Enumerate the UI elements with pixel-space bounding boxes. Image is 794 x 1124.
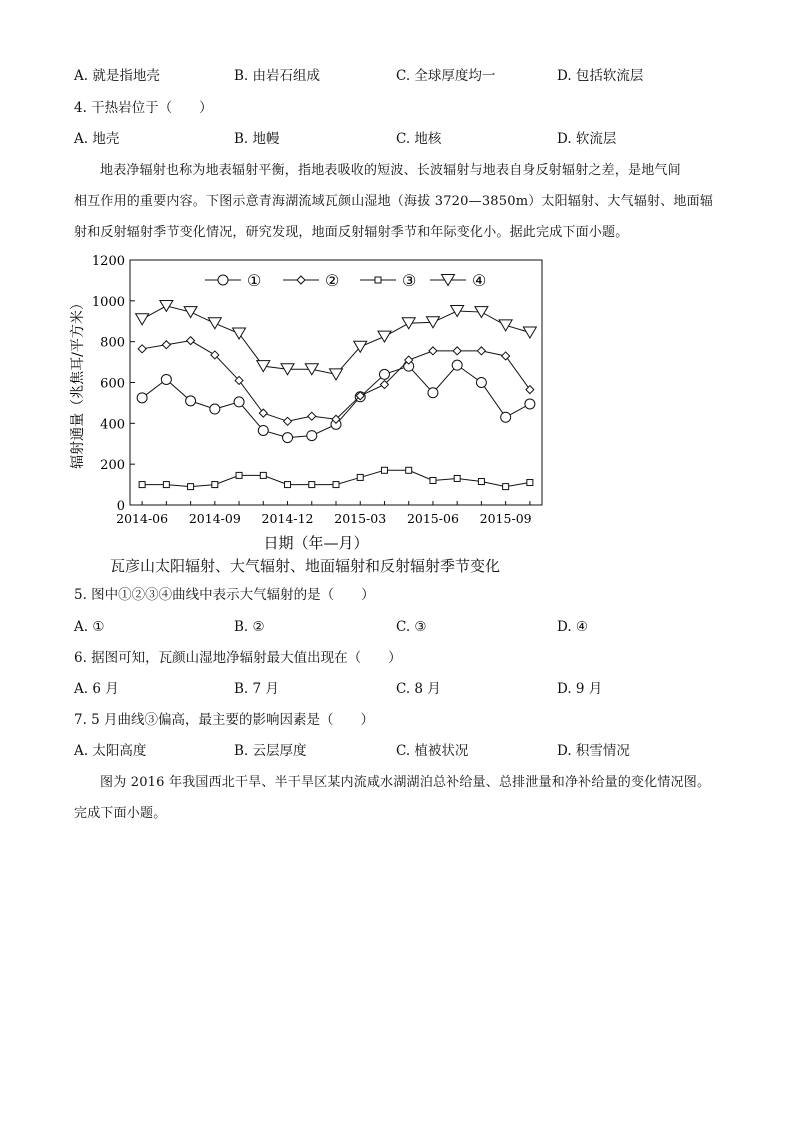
- series-4-point: [523, 327, 536, 338]
- series-1-point: [186, 396, 196, 406]
- q6-option-d: D. 9 月: [557, 681, 603, 697]
- series-1-point: [161, 374, 171, 384]
- q4-option-d: D. 软流层: [557, 131, 617, 147]
- x-tick-label: 2015-06: [406, 511, 459, 526]
- series-1-point: [283, 433, 293, 443]
- q4-stem: 4. 干热岩位于（ ）: [74, 100, 213, 116]
- series-1-point: [307, 431, 317, 441]
- q3-option-c: C. 全球厚度均一: [396, 68, 496, 84]
- y-tick-label: 600: [100, 376, 125, 392]
- series-2-point: [429, 347, 437, 355]
- q5-option-c: C. ③: [396, 619, 427, 635]
- series-2-line: [142, 341, 530, 422]
- series-2-point: [259, 409, 267, 417]
- legend-2-label: ②: [325, 271, 340, 290]
- series-4-point: [184, 307, 197, 318]
- x-tick-label: 2014-12: [261, 511, 314, 526]
- series-1-point: [452, 360, 462, 370]
- series-1-point: [379, 369, 389, 379]
- q5-stem: 5. 图中①②③④曲线中表示大气辐射的是（ ）: [74, 587, 375, 603]
- series-2-point: [477, 347, 485, 355]
- y-tick-label: 1200: [91, 254, 125, 269]
- passage-2-line-2: 完成下面小题。: [74, 806, 167, 821]
- q6-option-a: A. 6 月: [74, 681, 119, 697]
- series-3-point: [357, 474, 363, 480]
- q7-stem: 7. 5 月曲线③偏高，最主要的影响因素是（ ）: [74, 712, 375, 728]
- series-3-point: [285, 482, 291, 488]
- legend-3-label: ③: [402, 271, 417, 290]
- q6-stem: 6. 据图可知，瓦颜山湿地净辐射最大值出现在（ ）: [74, 650, 402, 666]
- q7-option-b: B. 云层厚度: [234, 743, 307, 759]
- legend-1-marker: [218, 275, 228, 285]
- legend-1-label: ①: [247, 271, 262, 290]
- y-tick-label: 0: [116, 499, 125, 514]
- series-1-point: [428, 388, 438, 398]
- legend-3-marker: [375, 277, 381, 283]
- series-3-point: [406, 467, 412, 473]
- series-1-point: [210, 404, 220, 414]
- q7-option-a: A. 太阳高度: [74, 743, 147, 759]
- q3-option-d: D. 包括软流层: [557, 68, 644, 84]
- q5-option-d: D. ④: [557, 619, 589, 635]
- x-tick-label: 2015-09: [479, 511, 532, 526]
- series-3-point: [503, 484, 509, 490]
- q4-option-c: C. 地核: [396, 131, 442, 147]
- series-2-point: [138, 345, 146, 353]
- q4-option-b: B. 地幔: [234, 131, 280, 147]
- legend-2-marker: [297, 276, 305, 284]
- radiation-line-chart: [60, 250, 550, 555]
- series-3-point: [212, 482, 218, 488]
- chart-caption: 瓦彦山太阳辐射、大气辐射、地面辐射和反射辐射季节变化: [110, 557, 501, 575]
- q6-option-b: B. 7 月: [234, 681, 279, 697]
- passage-2-line-1: 图为 2016 年我国西北干旱、半干旱区某内流咸水湖湖泊总补给量、总排泄量和净补给量的变化情况图。: [100, 775, 711, 790]
- q5-option-a: A. ①: [74, 619, 105, 635]
- series-2-point: [453, 347, 461, 355]
- series-3-point: [236, 472, 242, 478]
- series-4-point: [136, 314, 149, 325]
- series-2-point: [308, 412, 316, 420]
- q6-option-c: C. 8 月: [396, 681, 441, 697]
- series-1-point: [525, 399, 535, 409]
- q5-option-b: B. ②: [234, 619, 265, 635]
- x-tick-label: 2014-06: [116, 511, 169, 526]
- series-3-point: [478, 479, 484, 485]
- series-2-point: [526, 386, 534, 394]
- series-1-point: [234, 397, 244, 407]
- series-3-point: [333, 482, 339, 488]
- series-3-point: [163, 482, 169, 488]
- legend-4-label: ④: [472, 271, 487, 290]
- q7-option-d: D. 积雪情况: [557, 743, 630, 759]
- series-1-point: [258, 425, 268, 435]
- series-4-point: [499, 320, 512, 331]
- y-tick-label: 400: [100, 417, 125, 433]
- series-1-point: [501, 412, 511, 422]
- series-4-point: [160, 300, 173, 311]
- passage-1-line-1: 地表净辐射也称为地表辐射平衡，指地表吸收的短波、长波辐射与地表自身反射辐射之差，是地气间: [100, 163, 681, 178]
- x-tick-label: 2014-09: [188, 511, 241, 526]
- series-3-point: [260, 472, 266, 478]
- y-tick-label: 1000: [91, 294, 125, 310]
- q3-option-b: B. 由岩石组成: [234, 68, 321, 84]
- passage-1: [74, 155, 724, 248]
- passage-1-line-3: 射和反射辐射季节变化情况，研究发现，地面反射辐射季节和年际变化小。据此完成下面小题。: [74, 225, 629, 240]
- y-tick-label: 800: [100, 335, 125, 351]
- series-4-point: [378, 331, 391, 342]
- series-4-point: [208, 318, 221, 329]
- series-3-point: [527, 480, 533, 486]
- series-3-point: [188, 484, 194, 490]
- q7-option-c: C. 植被状况: [396, 743, 469, 759]
- x-axis-label: 日期（年—月）: [263, 534, 369, 552]
- q4-option-a: A. 地壳: [74, 131, 120, 147]
- passage-1-line-2: 相互作用的重要内容。下图示意青海湖流域瓦颜山湿地（海拔 3720—3850m）太阳辐射、大气辐射、地面辐: [74, 194, 714, 209]
- q3-option-a: A. 就是指地壳: [74, 68, 160, 84]
- series-3-point: [381, 467, 387, 473]
- series-2-point: [284, 417, 292, 425]
- series-4-line: [142, 306, 530, 374]
- series-1-point: [476, 378, 486, 388]
- series-2-point: [502, 352, 510, 360]
- series-4-point: [233, 328, 246, 339]
- y-axis-label: 辐射通量（兆焦耳/平方米）: [70, 296, 86, 469]
- series-2-point: [187, 337, 195, 345]
- series-3-point: [309, 482, 315, 488]
- series-2-point: [162, 341, 170, 349]
- series-3-point: [454, 475, 460, 481]
- x-tick-label: 2015-03: [334, 511, 387, 526]
- series-4-point: [354, 341, 367, 352]
- series-3-point: [430, 478, 436, 484]
- passage-2: [74, 767, 724, 829]
- series-3-point: [139, 482, 145, 488]
- series-1-point: [137, 393, 147, 403]
- series-4-point: [257, 361, 270, 372]
- series-4-point: [330, 369, 343, 380]
- y-tick-label: 200: [100, 458, 125, 474]
